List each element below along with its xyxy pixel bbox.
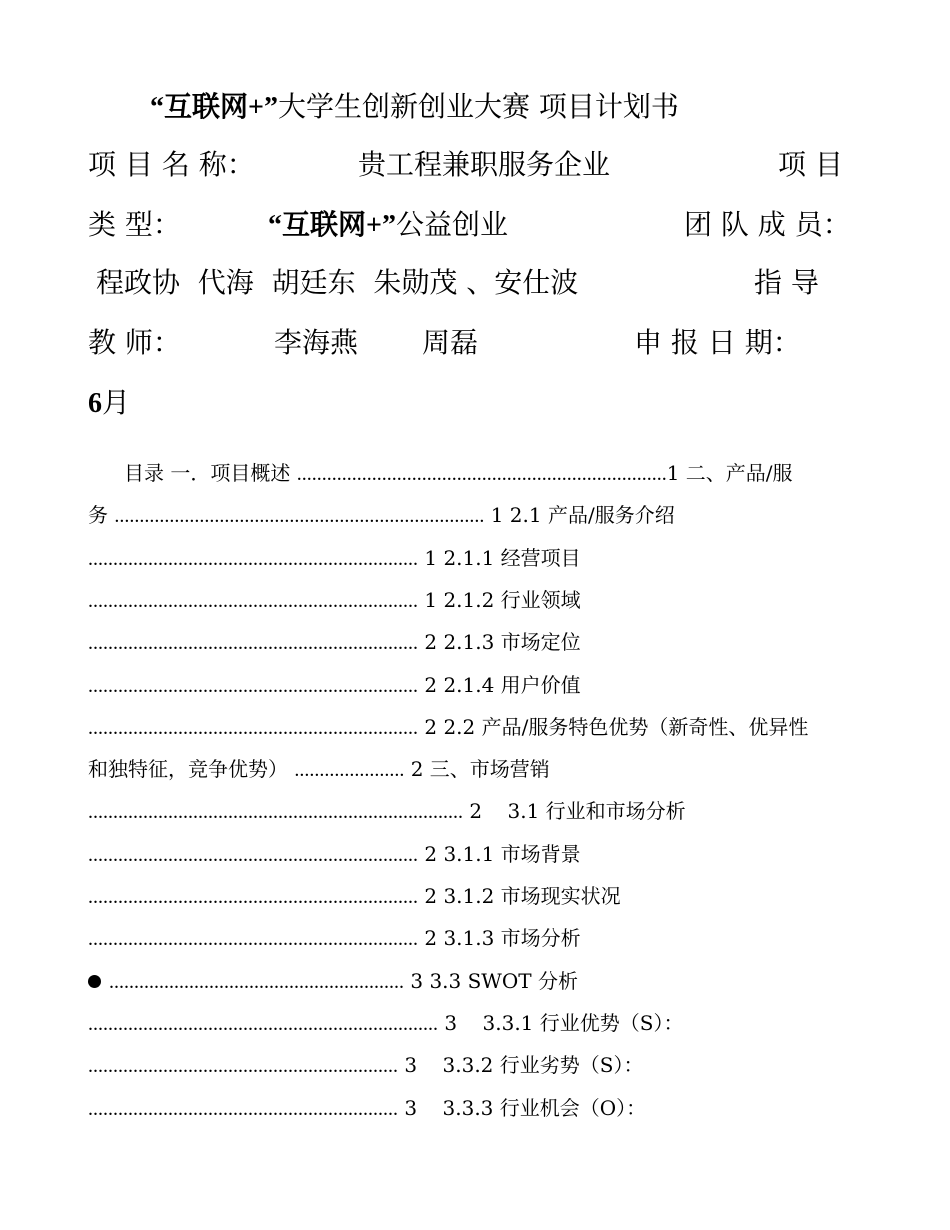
toc-entry-suffix: 1 2.1.2 行业领域 [418,587,581,612]
toc-entry-text [88,790,686,832]
toc-entry-prefix: 和独特征，竞争优势） [88,757,295,782]
toc-entry-suffix: 3 3.3.3 行业机会（O）： [398,1095,647,1120]
project-type-value [268,196,508,255]
toc-leader-dots: .................................................................. [88,547,418,570]
toc-entry-text [88,494,675,536]
info-line-1 [88,136,858,194]
title-quote: “互联网+” [150,92,278,123]
toc-entry [88,1087,858,1129]
toc-leader-dots: .................................................................. [88,716,418,739]
toc-leader-dots: ........................................................................... [88,801,463,824]
info-line-3 [88,254,858,312]
toc-entry-suffix: 3 3.3.2 行业劣势（S）： [398,1053,644,1078]
toc-entry-suffix: 1 2.1.1 经营项目 [418,545,581,570]
advisor-1: 李海燕 [274,326,359,359]
toc-entry-suffix: 2 2.1.3 市场定位 [418,630,581,655]
toc-entry-text [88,537,581,579]
advisor-label-part1: 指 导 [754,266,819,299]
toc-entry-suffix: 3 3.3 SWOT 分析 [404,968,578,993]
toc-entry-text [88,748,550,790]
toc-leader-dots: .......................................................................... [114,505,485,528]
project-type-quote: “互联网+” [268,210,396,241]
toc-entry [88,494,858,536]
toc-entry-text [88,1087,646,1129]
toc-entry [88,960,858,1002]
toc-entry [88,706,858,748]
report-date [88,374,130,433]
toc-leader-dots: .................................................................. [88,843,418,866]
toc-entry-text [88,1002,683,1044]
toc-entry [88,1044,858,1086]
toc-entry-suffix: 2 3.1.3 市场分析 [418,926,581,951]
project-type-label-part2: 类 型： [88,208,181,241]
toc-entry [88,664,858,706]
toc-entry-text [88,664,581,706]
info-line-2 [88,196,858,254]
toc-leader-dots: .................................................................. [88,674,418,697]
info-line-5 [88,374,858,432]
toc-entry-text [124,452,793,494]
project-type-label-part1: 项 目 [778,148,843,181]
toc-entry [88,1002,858,1044]
project-type-rest: 公益创业 [395,208,508,241]
toc-entry [88,875,858,917]
date-unit: 月 [102,386,131,419]
project-name-value: 贵工程兼职服务企业 [358,148,611,181]
toc-entry-text [88,917,581,959]
toc-entry-text [88,579,581,621]
toc-entry-text [88,960,578,1002]
project-name-label: 项 目 名 称： [88,148,255,181]
toc-leader-dots: .............................................................. [88,1055,398,1078]
toc-entry [88,917,858,959]
team-members: 程政协 代海 胡廷东 朱勋茂 、安仕波 [96,266,579,299]
toc-entry [88,833,858,875]
toc-entry-suffix: 2 2.1.4 用户价值 [418,672,581,697]
toc-leader-dots: .................................................................. [88,632,418,655]
toc-entry [88,621,858,663]
toc-entry-suffix: 1 2.1 产品/服务介绍 [484,503,675,528]
toc-entry [88,537,858,579]
toc-entry-text [88,833,581,875]
toc-leader-dots: .................................................................. [88,928,418,951]
toc-leader-dots: .................................................................. [88,886,418,908]
toc-entry-suffix: 2 三、市场营销 [404,757,550,782]
team-label: 团 队 成 员： [684,208,851,241]
date-num: 6 [88,388,102,419]
toc-entry-suffix: 1 二、产品/服 [666,461,793,485]
toc-leader-dots: .......................................................................... [296,463,667,485]
toc-leader-dots: .............................................................. [88,1097,398,1120]
toc-entry [88,790,858,832]
toc-leader-dots: ...................................................................... [88,1012,438,1035]
toc-entry-suffix: 2 2.2 产品/服务特色优势（新奇性、优异性 [418,714,809,739]
toc-entry-suffix: 3 3.3.1 行业优势（S）： [438,1010,684,1035]
toc-entry [88,452,858,494]
toc-entry-suffix: 2 3.1.2 市场现实状况 [418,884,621,908]
toc-entry-prefix: 目录 一．项目概述 [124,461,297,485]
toc-entry-suffix: 2 3.1.1 市场背景 [418,841,581,866]
toc-entry [88,579,858,621]
toc-leader-dots: .................................................................. [88,589,418,612]
toc-leader-dots: ...................... [294,759,405,782]
toc-entry-prefix: 务 [88,503,115,528]
toc-entry-text [88,1044,643,1086]
toc-entry-suffix: 2 3.1 行业和市场分析 [463,799,686,824]
advisor-label-part2: 教 师： [88,326,181,359]
toc-entry-text [88,706,808,748]
bullet-icon [88,975,101,988]
advisor-2: 周磊 [422,326,479,359]
title-rest: 大学生创新创业大赛 项目计划书 [277,90,679,123]
toc-entry [88,748,858,790]
toc-entry-text [88,875,621,917]
toc-entry-text [88,621,581,663]
toc-leader-dots: ........................................................... [109,970,404,993]
date-label: 申 报 日 期： [634,326,801,359]
document-title [150,84,679,131]
info-line-4 [88,314,858,372]
